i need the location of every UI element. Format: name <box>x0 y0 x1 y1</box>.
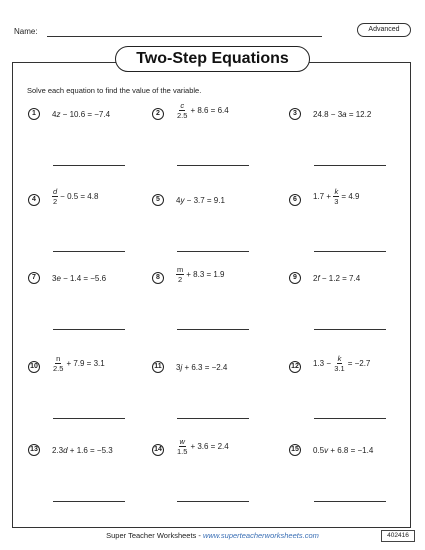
problem-number: 4 <box>28 194 40 206</box>
problem-item <box>28 272 153 362</box>
worksheet-code: 402416 <box>381 530 415 542</box>
equation <box>52 353 105 373</box>
problem-number: 15 <box>289 444 301 456</box>
level-badge: Advanced <box>357 23 411 37</box>
problem-item <box>28 186 153 284</box>
fraction-denominator: 1.5 <box>177 446 188 456</box>
fraction-numerator: d <box>53 186 58 196</box>
instructions: Solve each equation to find the value of the variable. <box>27 86 202 95</box>
problem-number: 14 <box>152 444 164 456</box>
answer-line[interactable] <box>177 418 249 419</box>
equation-text: 24.8 − 3 <box>313 109 343 119</box>
equation <box>176 194 225 206</box>
equation <box>313 444 373 456</box>
fraction <box>176 265 184 284</box>
equation-text: − 1.4 = −5.6 <box>60 273 107 283</box>
equation <box>52 272 106 284</box>
answer-line[interactable] <box>177 251 249 252</box>
equation-text: 2 <box>313 273 318 283</box>
answer-line[interactable] <box>314 251 386 252</box>
problem-item <box>28 444 153 534</box>
fraction-numerator: m <box>177 264 184 274</box>
equation-text: f <box>317 273 320 283</box>
equation-text: + 7.9 = 3.1 <box>66 358 105 368</box>
fraction-denominator: 2 <box>53 196 58 206</box>
equation-text: y <box>180 195 185 205</box>
equation-text: a <box>342 109 347 119</box>
equation <box>176 264 225 284</box>
problem-number: 1 <box>28 108 40 120</box>
answer-line[interactable] <box>314 165 386 166</box>
equation-text: − 10.6 = −7.4 <box>60 109 111 119</box>
equation-text: j <box>180 362 183 372</box>
equation-text: 4 <box>52 109 57 119</box>
footer-brand: Super Teacher Worksheets - <box>106 531 203 540</box>
problem-number: 2 <box>152 108 164 120</box>
fraction <box>176 437 188 456</box>
problem-item <box>289 186 414 284</box>
equation-text: + 8.6 = 6.4 <box>190 105 229 115</box>
problem-item <box>152 100 277 198</box>
answer-line[interactable] <box>177 329 249 330</box>
equation <box>52 186 99 206</box>
equation-text: z <box>56 109 61 119</box>
answer-line[interactable] <box>53 501 125 502</box>
answer-line[interactable] <box>53 165 125 166</box>
fraction <box>333 187 339 206</box>
equation <box>313 353 371 373</box>
answer-line[interactable] <box>53 329 125 330</box>
equation <box>313 272 360 284</box>
fraction-numerator: n <box>56 353 61 363</box>
equation-text: = 4.9 <box>341 191 360 201</box>
page-title: Two-Step Equations <box>115 46 310 72</box>
fraction-numerator: c <box>180 100 185 110</box>
equation-text: v <box>324 445 329 455</box>
equation-text: + 3.6 = 2.4 <box>190 441 229 451</box>
fraction <box>176 101 188 120</box>
fraction-denominator: 2 <box>178 274 183 284</box>
name-field[interactable] <box>47 36 322 37</box>
footer-text <box>0 531 425 540</box>
equation-text: = −2.7 <box>347 358 371 368</box>
fraction <box>52 187 58 206</box>
problem-item <box>289 272 414 362</box>
name-label: Name: <box>14 27 38 36</box>
equation-text: + 1.6 = −5.3 <box>67 445 113 455</box>
equation <box>176 436 229 456</box>
equation-text: 0.5 <box>313 445 325 455</box>
equation <box>52 108 110 120</box>
equation-text: + 6.8 = −1.4 <box>328 445 374 455</box>
problem-number: 7 <box>28 272 40 284</box>
answer-line[interactable] <box>314 418 386 419</box>
equation-text: = 12.2 <box>346 109 372 119</box>
answer-line[interactable] <box>53 251 125 252</box>
problem-number: 9 <box>289 272 301 284</box>
problem-item <box>289 353 414 451</box>
problem-number: 10 <box>28 361 40 373</box>
equation <box>176 361 227 373</box>
fraction <box>333 354 345 373</box>
problem-item <box>289 108 414 198</box>
problem-item <box>152 436 277 534</box>
fraction-denominator: 3.1 <box>334 363 345 373</box>
equation-text: 3 <box>52 273 57 283</box>
equation-text: 2.3 <box>52 445 64 455</box>
equation-text: − 0.5 = 4.8 <box>60 191 99 201</box>
equation-text: d <box>63 445 68 455</box>
problem-number: 6 <box>289 194 301 206</box>
problem-item <box>152 361 277 451</box>
fraction-numerator: k <box>334 186 339 196</box>
problem-number: 8 <box>152 272 164 284</box>
equation <box>313 186 360 206</box>
answer-line[interactable] <box>314 329 386 330</box>
problem-number: 3 <box>289 108 301 120</box>
equation-text: e <box>56 273 61 283</box>
problem-item <box>289 444 414 534</box>
answer-line[interactable] <box>177 165 249 166</box>
fraction-numerator: k <box>337 353 342 363</box>
problem-number: 5 <box>152 194 164 206</box>
answer-line[interactable] <box>53 418 125 419</box>
problem-number: 11 <box>152 361 164 373</box>
fraction-numerator: w <box>179 436 185 446</box>
equation-text: 4 <box>176 195 181 205</box>
fraction-denominator: 2.5 <box>177 110 188 120</box>
problem-number: 12 <box>289 361 301 373</box>
fraction-denominator: 3 <box>334 196 339 206</box>
fraction-denominator: 2.5 <box>53 363 64 373</box>
problem-item <box>28 353 153 451</box>
footer-url[interactable]: www.superteacherworksheets.com <box>202 531 319 540</box>
problem-number: 13 <box>28 444 40 456</box>
answer-line[interactable] <box>314 501 386 502</box>
equation <box>52 444 113 456</box>
problem-item <box>28 108 153 198</box>
equation-text: − 3.7 = 9.1 <box>184 195 225 205</box>
equation-text: 1.3 − <box>313 358 334 368</box>
equation <box>313 108 371 120</box>
problem-item <box>152 264 277 362</box>
answer-line[interactable] <box>177 501 249 502</box>
equation-text: 1.7 + <box>313 191 334 201</box>
equation-text: + 8.3 = 1.9 <box>186 269 225 279</box>
fraction <box>52 354 64 373</box>
equation-text: 3 <box>176 362 181 372</box>
equation-text: − 1.2 = 7.4 <box>319 273 361 283</box>
equation-text: + 6.3 = −2.4 <box>182 362 228 372</box>
equation <box>176 100 229 120</box>
